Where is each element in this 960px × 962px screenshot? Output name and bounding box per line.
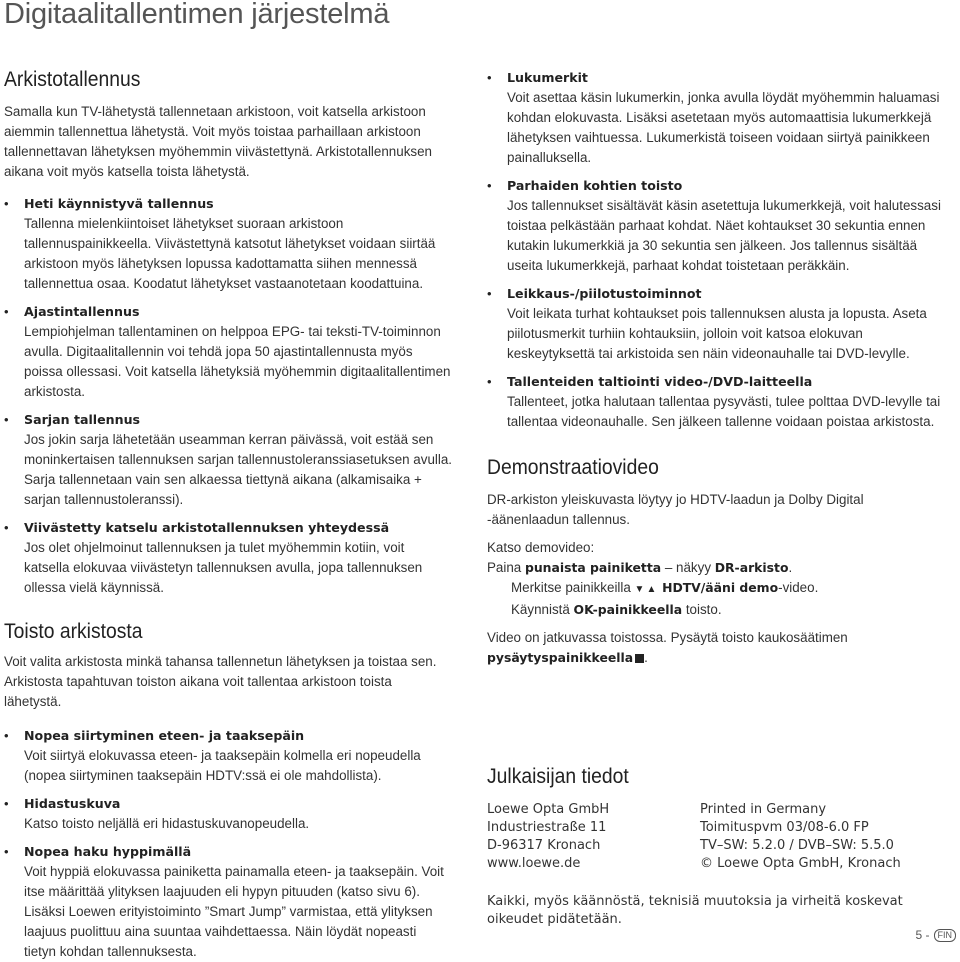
page-footer	[915, 928, 956, 942]
demo-loop-note: Video on jatkuvassa toistossa. Pysäytä toisto kaukosäätimen pysäytyspainikkeella .	[487, 630, 848, 665]
item-text: Voit leikata turhat kohtaukset pois tallennuksen alusta ja lopusta. Aseta piilotusmerkit turhiin kohtauksiin, jolloin voit katsoa elokuvan keskeytyksettä tai arkistoida sen näin videonauhalle tai DVD-levylle.	[507, 306, 927, 361]
playback-intro: Voit valita arkistosta minkä tahansa tallennetun lähetyksen ja toistaa sen. Arkistosta tapahtuvan toiston aikana voit tallentaa arkistoon toista lähetystä.	[4, 654, 437, 709]
item-title: • Lukumerkit	[507, 70, 588, 85]
rights-notice: Kaikki, myös käännöstä, teknisiä muutoksia ja virheitä koskevat oikeudet pidätetään.	[487, 894, 903, 927]
demo-heading: Demonstraatiovideo	[487, 456, 659, 479]
archive-heading: Arkistotallennus	[4, 68, 141, 91]
item-text: Tallenna mielenkiintoiset lähetykset suoraan arkistoon tallennuspainikkeella. Viivästettynä katsotut lähetykset voidaan siirtää arkistoon myös lähetyksen lopussa kadottamatta siihen mennessä tallennettua osaa. Koodatut lähetykset vastaanotetaan koodattuina.	[24, 216, 436, 291]
item-title: • Sarjan tallennus	[24, 412, 141, 427]
item-text: Jos tallennukset sisältävät käsin asetettuja lukumerkkejä, voit halutessasi toistaa pelkästään parhaat kohdat. Näet kohtaukset 30 sekuntia ennen kutakin lukumerkkiä ja 30 sekuntia sen jälkeen. Jos tallennus sisältää useita lukumerkkejä, parhaat kohdat toistetaan peräkkäin.	[507, 198, 941, 273]
item-text: Tallenteet, jotka halutaan tallentaa pysyvästi, tulee polttaa DVD-levylle tai tallentaa videonauhalle. Sen jälkeen tallenne voidaan poistaa arkistosta.	[507, 394, 941, 429]
list-item	[487, 284, 942, 364]
demo-intro: DR-arkiston yleiskuvasta löytyy jo HDTV-laadun ja Dolby Digital -äänenlaadun tallennus.	[487, 492, 864, 527]
item-text: Katso toisto neljällä eri hidastuskuvanopeudella.	[24, 816, 310, 831]
right-column	[487, 68, 942, 668]
ok-button-label: OK-painikkeella	[573, 602, 683, 617]
demo-step-3: Käynnistä OK-painikkeella toisto.	[511, 602, 722, 617]
list-item	[4, 302, 452, 402]
item-text: Jos jokin sarja lähetetään useamman kerran päivässä, voit estää sen moninkertaisen tallennuksen sarjan tallennustoleranssiasetuksen avulla. Sarja tallennetaan vain sen alkaessa tiettynä aikana (alkamisaika + sarjan tallennustoleranssi).	[24, 432, 453, 507]
item-text: Voit siirtyä elokuvassa eteen- ja taaksepäin kolmella eri nopeudella (nopea siirtyminen taaksepäin HDTV:ssä ei ole mahdollista).	[24, 748, 421, 783]
demo-step-2: Merkitse painikkeilla ▼▲ HDTV/ääni demo-video.	[487, 578, 942, 600]
red-button-label: punaista painiketta	[524, 560, 662, 575]
item-text: Lempiohjelman tallentaminen on helppoa EPG- tai teksti-TV-toiminnon avulla. Digitaalitallennin voi tehdä jopa 50 ajastintallennusta myös poissa ollessasi. Voit katsella lähetyksiä myöhemmin digitaalitallentimen arkistosta.	[24, 324, 451, 399]
demo-start-label: Katso demovideo:	[487, 540, 595, 555]
publisher-info	[487, 765, 942, 929]
language-badge: FIN	[934, 929, 957, 942]
publisher-print-info: Printed in Germany Toimituspvm 03/08-6.0 FP TV–SW: 5.2.0 / DVB–SW: 5.5.0 © Loewe Opta GmbH, Kronach	[700, 802, 901, 871]
playback-heading: Toisto arkistosta	[4, 620, 143, 643]
list-item	[4, 842, 452, 962]
item-text: Jos olet ohjelmoinut tallennuksen ja tulet myöhemmin kotiin, voit katsella elokuvaa viivästetyn tallennuksen avulla, jopa tallennuksen ollessa vielä käynnissä.	[24, 540, 423, 595]
item-title: • Parhaiden kohtien toisto	[507, 178, 683, 193]
list-item	[4, 194, 452, 294]
list-item	[4, 518, 452, 598]
list-item	[487, 68, 942, 168]
item-title: • Nopea haku hyppimällä	[24, 844, 192, 859]
item-title: • Ajastintallennus	[24, 304, 140, 319]
item-title: • Hidastuskuva	[24, 796, 121, 811]
hdtv-demo-label: HDTV/ääni demo	[662, 580, 779, 595]
stop-button-label: pysäytyspainikkeella	[487, 650, 634, 665]
item-title: • Nopea siirtyminen eteen- ja taaksepäin	[24, 728, 305, 743]
stop-icon	[635, 654, 644, 663]
item-title: • Heti käynnistyvä tallennus	[24, 196, 214, 211]
item-text: Voit asettaa käsin lukumerkin, jonka avulla löydät myöhemmin haluamasi kohdan elokuvasta. Lisäksi asetetaan myös automaattisia lukumerkkejä lähetyksen vaihtuessa. Lukumerkistä toiseen voidaan siirtyä painikkeen painalluksella.	[507, 90, 940, 165]
down-up-arrow-icon: ▼▲	[634, 584, 659, 595]
list-item	[487, 372, 942, 432]
page-title: Digitaalitallentimen järjestelmä	[4, 0, 390, 30]
left-column	[4, 68, 452, 962]
publisher-address: Loewe Opta GmbH Industriestraße 11 D-96317 Kronach www.loewe.de	[487, 802, 610, 871]
dr-archive-label: DR-arkisto	[714, 560, 789, 575]
list-item	[4, 794, 452, 834]
list-item	[4, 410, 452, 510]
list-item	[4, 726, 452, 786]
demo-step-1: Paina punaista painiketta – näkyy DR-arkisto.	[487, 560, 793, 575]
publisher-heading: Julkaisijan tiedot	[487, 765, 629, 788]
item-title: • Viivästetty katselu arkistotallennuksen yhteydessä	[24, 520, 390, 535]
item-text: Voit hyppiä elokuvassa painiketta painamalla eteen- ja taaksepäin. Voit itse määrittää ylityksen laajuuden eli hypyn pituuden (katso sivu 6). Lisäksi Loewen erityistoiminto ”Smart Jump” varmistaa, että ylityksen laajuus puolittuu aina suuntaa vaihdettaessa. Näin löydät nopeasti tietyn kohdan tallennuksesta.	[24, 864, 444, 959]
item-title: • Leikkaus-/piilotustoiminnot	[507, 286, 702, 301]
item-title: • Tallenteiden taltiointi video-/DVD-laitteella	[507, 374, 813, 389]
archive-intro: Samalla kun TV-lähetystä tallennetaan arkistoon, voit katsella arkistoon aiemmin tallennettua lähetystä. Voit myös toistaa parhaillaan arkistoon tallennettavan lähetyksen myöhemmin viivästettynä. Arkistotallennuksen aikana voit myös katsella toista lähetystä.	[4, 104, 432, 179]
list-item	[487, 176, 942, 276]
page-number: 5 -	[915, 928, 930, 942]
